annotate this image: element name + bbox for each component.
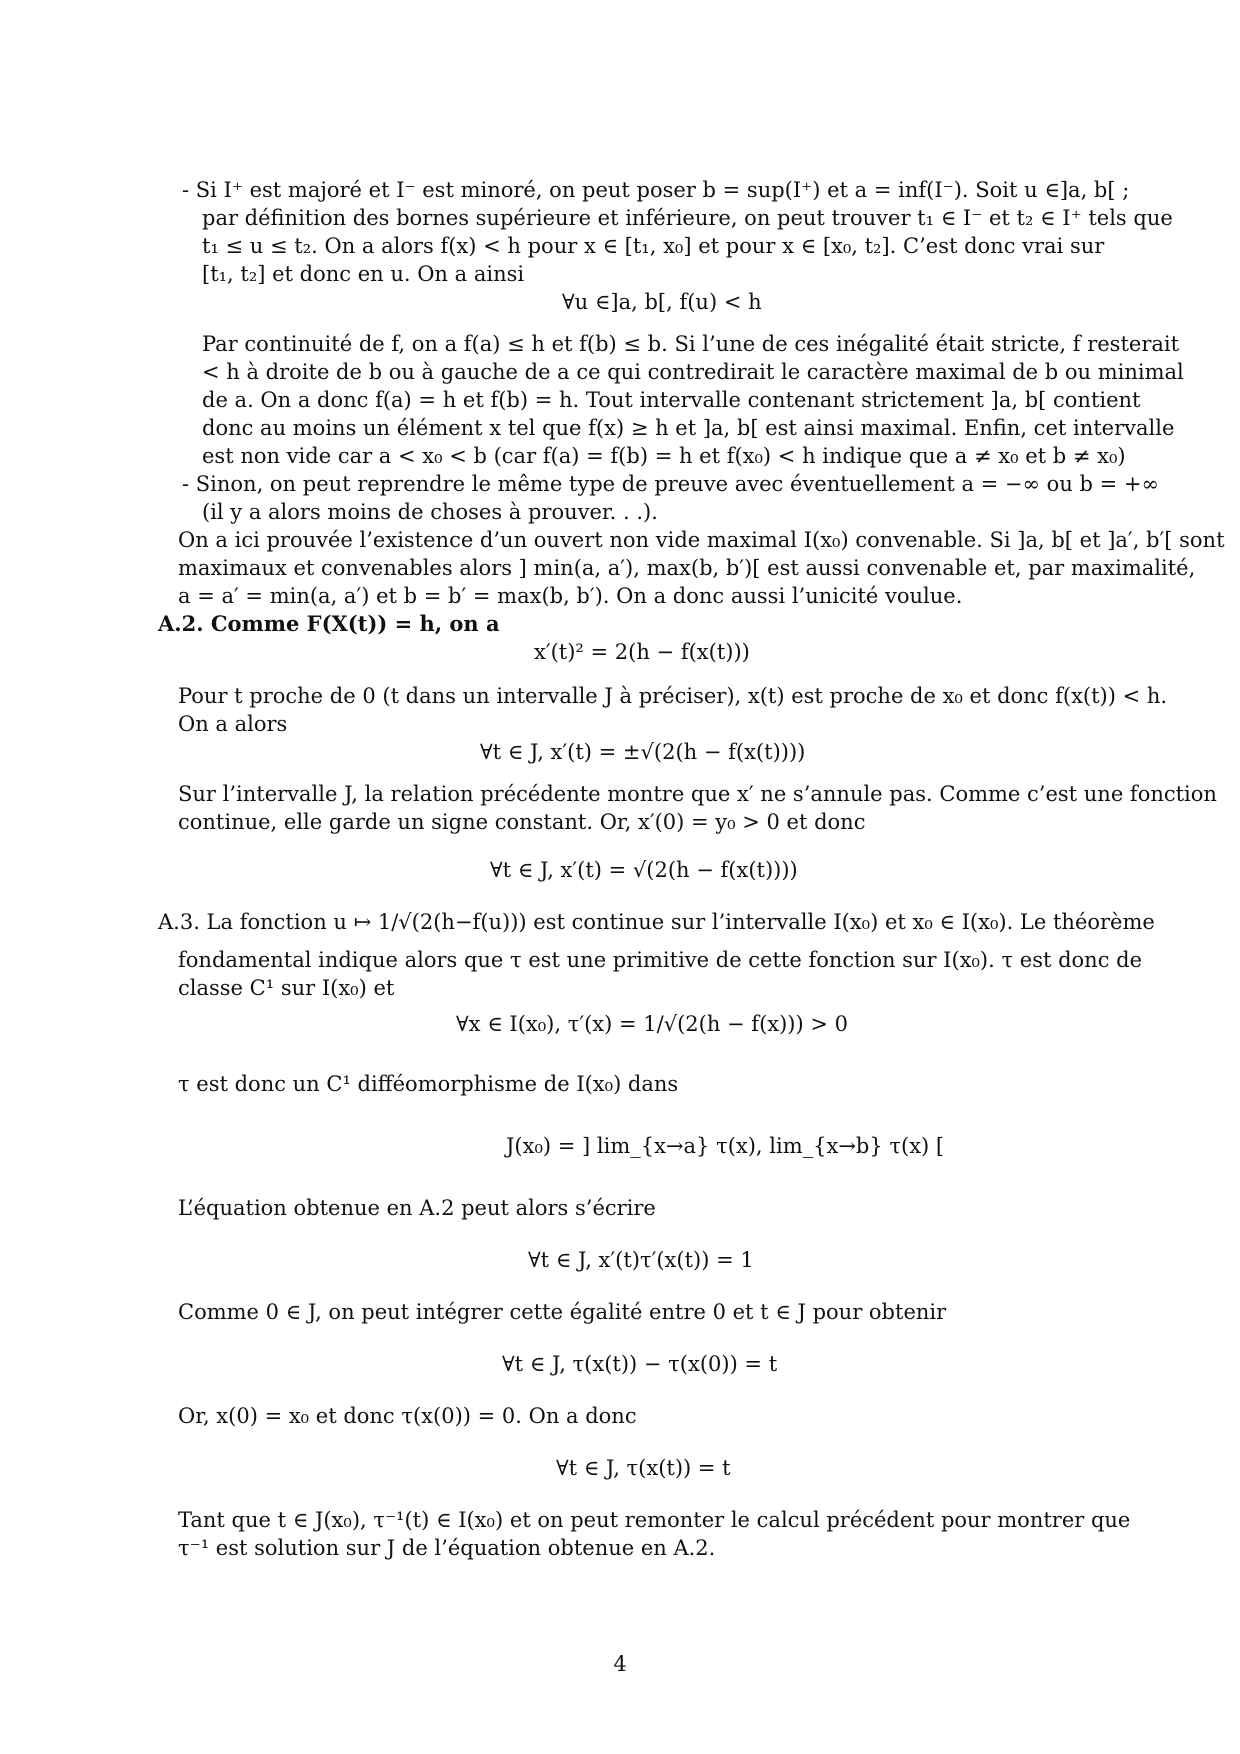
- text-line: On a alors: [178, 712, 288, 736]
- text-line: a = a′ = min(a, a′) et b = b′ = max(b, b′). On a donc aussi l’unicité voulue.: [178, 584, 963, 608]
- text-line: - Si I⁺ est majoré et I⁻ est minoré, on peut poser b = sup(I⁺) et a = inf(I⁻). Soit u ∈]a, b[ ;: [182, 178, 1130, 202]
- display-equation: ∀t ∈ J, x′(t) = ±√(2(h − f(x(t)))): [480, 740, 806, 764]
- text-line: τ est donc un C¹ difféomorphisme de I(x₀) dans: [178, 1072, 679, 1096]
- text-line: continue, elle garde un signe constant. Or, x′(0) = y₀ > 0 et donc: [178, 810, 866, 834]
- text-line: Par continuité de f, on a f(a) ≤ h et f(b) ≤ b. Si l’une de ces inégalité était stricte, f resterait: [202, 332, 1180, 356]
- display-equation: ∀t ∈ J, x′(t) = √(2(h − f(x(t)))): [490, 858, 798, 882]
- text-line: [t₁, t₂] et donc en u. On a ainsi: [202, 262, 525, 286]
- text-line: Tant que t ∈ J(x₀), τ⁻¹(t) ∈ I(x₀) et on peut remonter le calcul précédent pour montrer que: [178, 1508, 1131, 1532]
- text-line: - Sinon, on peut reprendre le même type de preuve avec éventuellement a = −∞ ou b = +∞: [182, 472, 1160, 496]
- text-line: Pour t proche de 0 (t dans un intervalle J à préciser), x(t) est proche de x₀ et donc f(x(t)) < h.: [178, 684, 1168, 708]
- page-number: 4: [613, 1652, 627, 1676]
- text-line: donc au moins un élément x tel que f(x) ≥ h et ]a, b[ est ainsi maximal. Enfin, cet intervalle: [202, 416, 1175, 440]
- text-line: classe C¹ sur I(x₀) et: [178, 976, 395, 1000]
- text-line: L’équation obtenue en A.2 peut alors s’écrire: [178, 1196, 656, 1220]
- text-line: t₁ ≤ u ≤ t₂. On a alors f(x) < h pour x ∈ [t₁, x₀] et pour x ∈ [x₀, t₂]. C’est donc vrai sur: [202, 234, 1105, 258]
- display-equation: ∀x ∈ I(x₀), τ′(x) = 1/√(2(h − f(x))) > 0: [456, 1012, 848, 1036]
- text-line: fondamental indique alors que τ est une primitive de cette fonction sur I(x₀). τ est donc de: [178, 948, 1143, 972]
- text-line: de a. On a donc f(a) = h et f(b) = h. Tout intervalle contenant strictement ]a, b[ contient: [202, 388, 1141, 412]
- text-line: < h à droite de b ou à gauche de a ce qui contredirait le caractère maximal de b ou minimal: [202, 360, 1184, 384]
- text-line: (il y a alors moins de choses à prouver. . .).: [202, 500, 658, 524]
- display-equation: J(x₀) = ] lim_{x→a} τ(x), lim_{x→b} τ(x) [: [506, 1134, 945, 1158]
- display-equation: ∀t ∈ J, τ(x(t)) = t: [556, 1456, 731, 1480]
- text-line: est non vide car a < x₀ < b (car f(a) = f(b) = h et f(x₀) < h indique que a ≠ x₀ et b ≠ x₀): [202, 444, 1126, 468]
- text-line: Comme 0 ∈ J, on peut intégrer cette égalité entre 0 et t ∈ J pour obtenir: [178, 1300, 947, 1324]
- display-equation: ∀u ∈]a, b[, f(u) < h: [562, 290, 762, 314]
- display-equation: ∀t ∈ J, τ(x(t)) − τ(x(0)) = t: [502, 1352, 778, 1376]
- text-line: τ⁻¹ est solution sur J de l’équation obtenue en A.2.: [178, 1536, 716, 1560]
- text-line: On a ici prouvée l’existence d’un ouvert non vide maximal I(x₀) convenable. Si ]a, b[ et ]a′, b′[ sont: [178, 528, 1225, 552]
- display-equation: x′(t)² = 2(h − f(x(t))): [534, 640, 750, 664]
- display-equation: ∀t ∈ J, x′(t)τ′(x(t)) = 1: [528, 1248, 754, 1272]
- text-line: Sur l’intervalle J, la relation précédente montre que x′ ne s’annule pas. Comme c’est une fonction: [178, 782, 1217, 806]
- section-heading-a3: A.3. La fonction u ↦ 1/√(2(h−f(u))) est continue sur l’intervalle I(x₀) et x₀ ∈ I(x₀). Le théorème: [158, 910, 1155, 934]
- text-line: par définition des bornes supérieure et inférieure, on peut trouver t₁ ∈ I⁻ et t₂ ∈ I⁺ tels que: [202, 206, 1173, 230]
- section-heading-a2: A.2. Comme F(X(t)) = h, on a: [158, 611, 500, 636]
- text-line: maximaux et convenables alors ] min(a, a′), max(b, b′)[ est aussi convenable et, par maximalité,: [178, 556, 1196, 580]
- text-line: Or, x(0) = x₀ et donc τ(x(0)) = 0. On a donc: [178, 1404, 637, 1428]
